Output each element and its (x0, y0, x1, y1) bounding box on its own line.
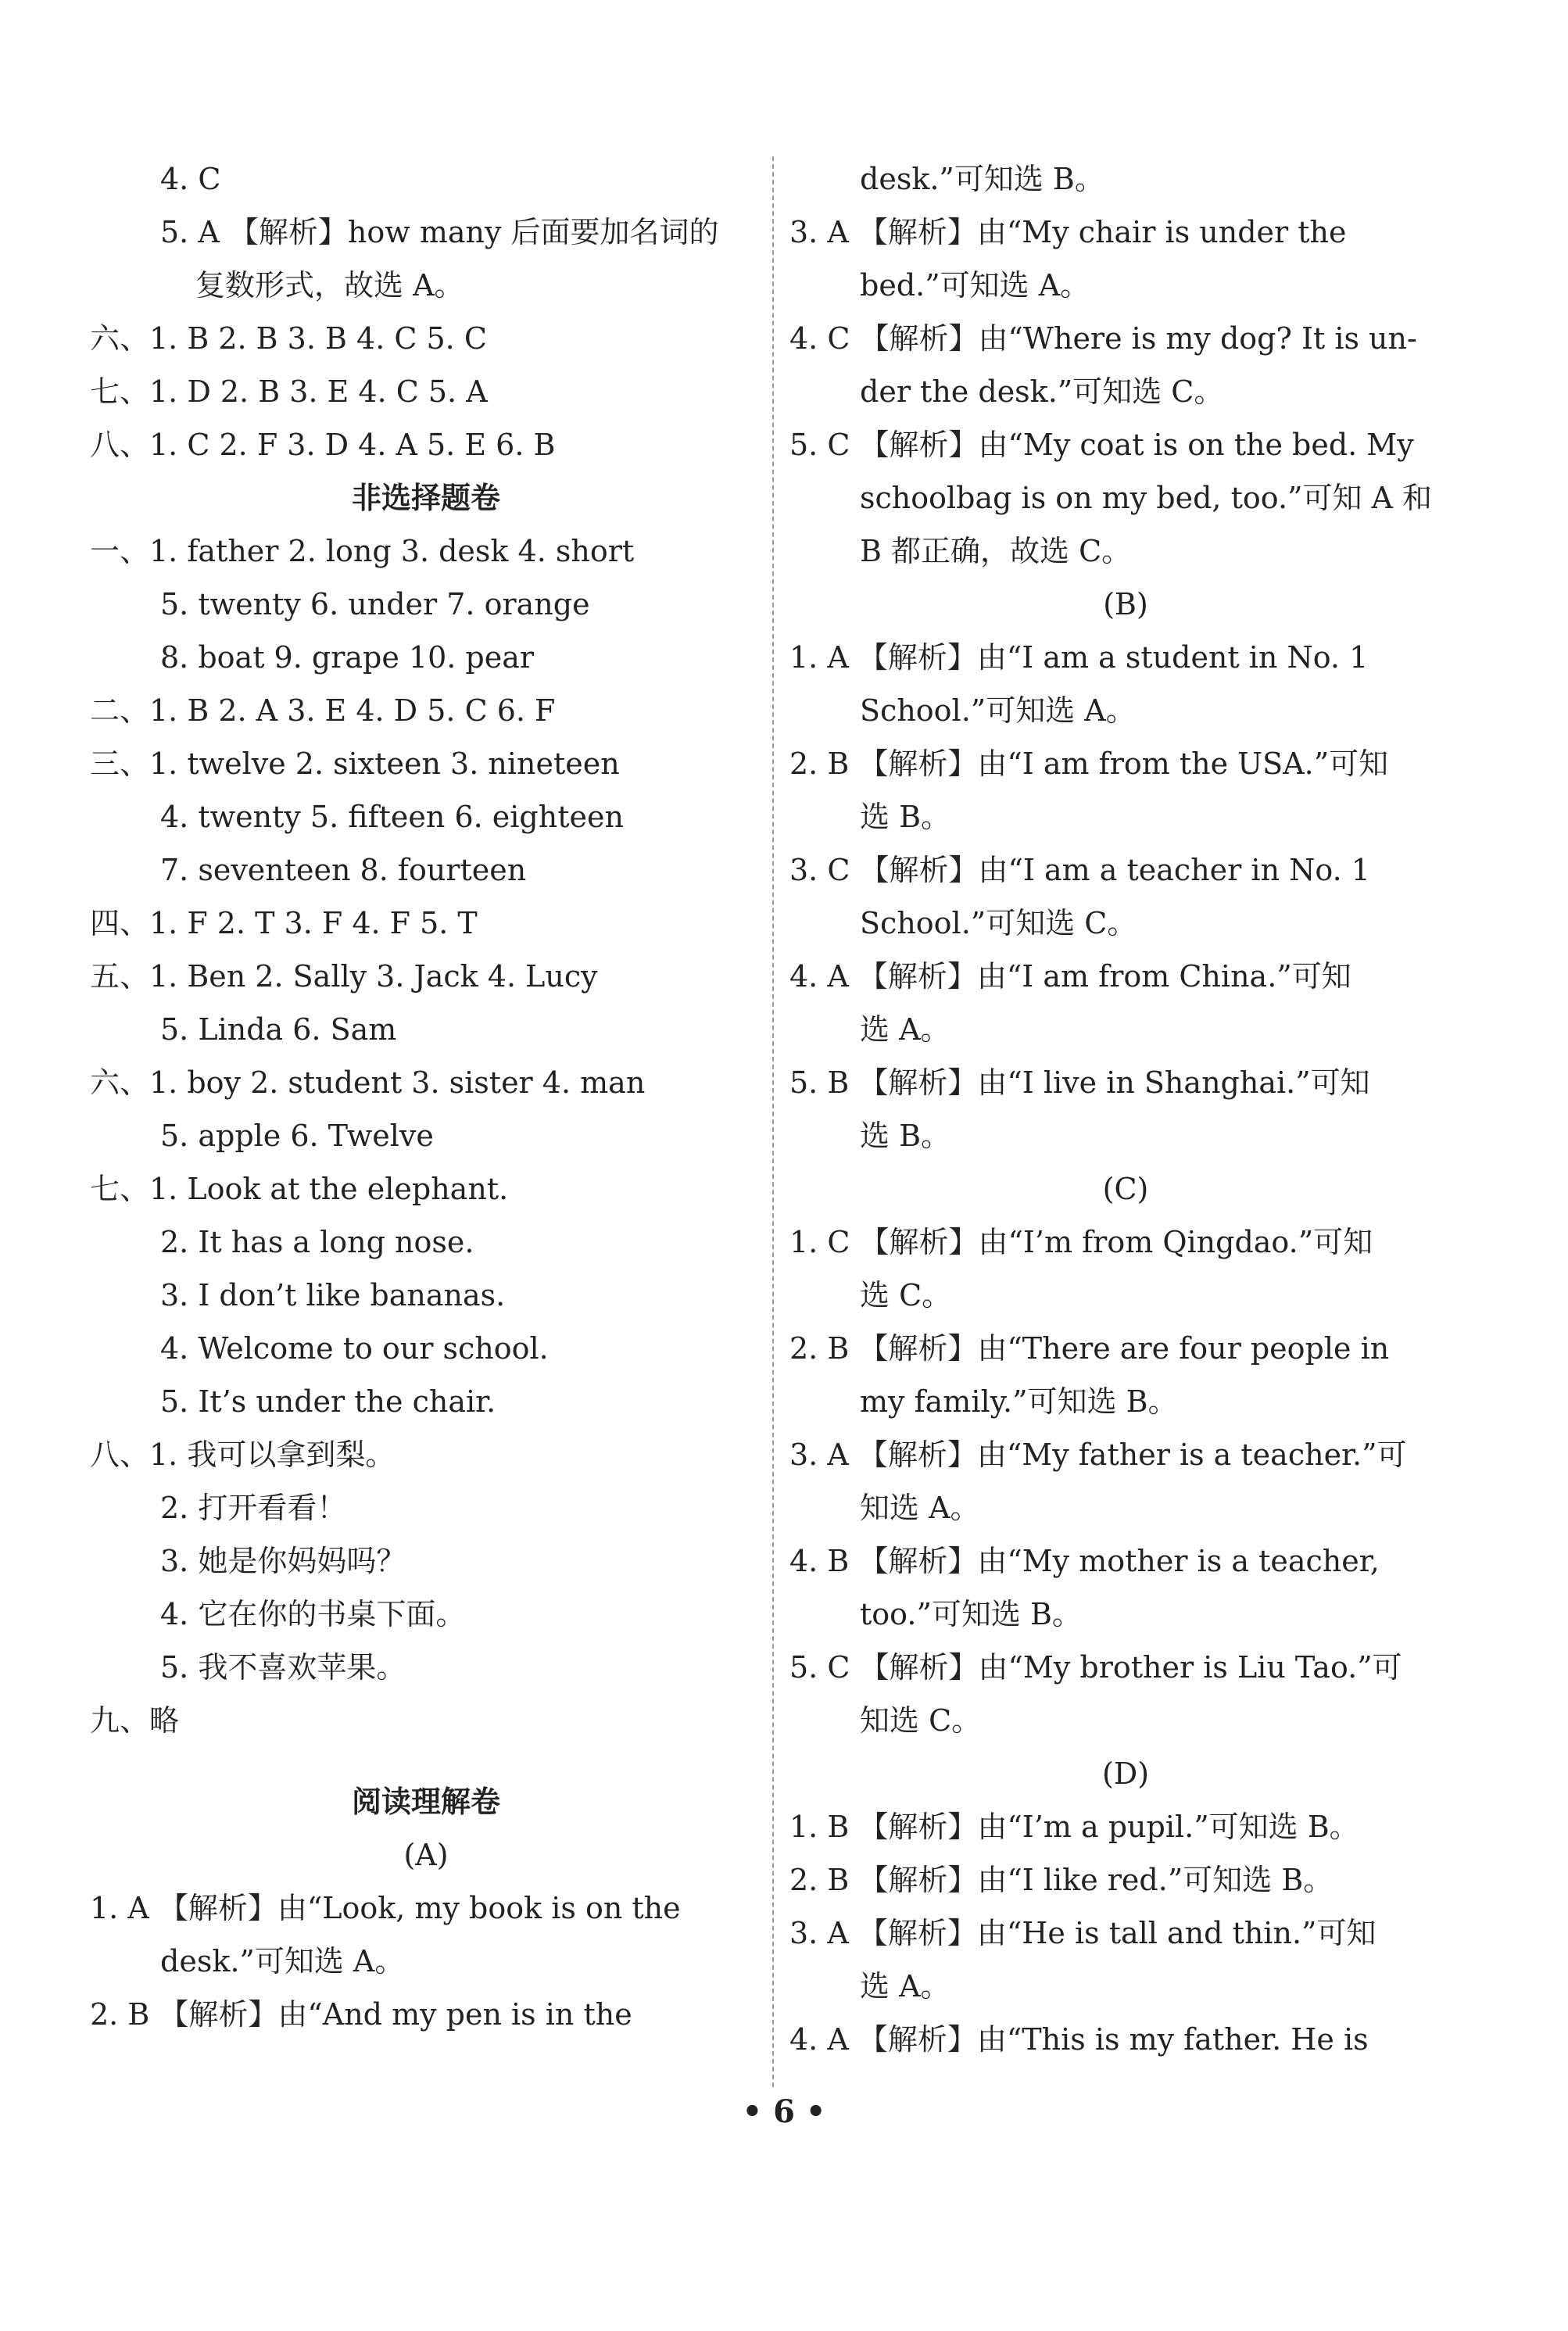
answer-line: 5. It’s under the chair. (160, 1384, 496, 1419)
answer-line: 1. B 【解析】由“I’m a pupil.”可知选 B。 (789, 1810, 1359, 1844)
answer-line: 六、1. B 2. B 3. B 4. C 5. C (90, 321, 487, 356)
answer-line: 8. boat 9. grape 10. pear (160, 640, 535, 675)
answer-line: 4. A 【解析】由“I am from China.”可知 (789, 959, 1351, 994)
answer-line: 4. 它在你的书桌下面。 (160, 1597, 466, 1631)
subsection-label: (B) (1103, 587, 1148, 621)
answer-line: 4. B 【解析】由“My mother is a teacher, (789, 1544, 1380, 1578)
right-column (789, 152, 1462, 2066)
answer-line: 5. C 【解析】由“My coat is on the bed. My (789, 428, 1414, 462)
left-column (90, 152, 762, 2041)
answer-line: 5. twenty 6. under 7. orange (160, 587, 590, 621)
answer-line: 选 B。 (860, 800, 951, 834)
answer-line: 4. C (160, 162, 221, 196)
answer-line: 3. A 【解析】由“My father is a teacher.”可 (789, 1438, 1407, 1472)
answer-line: 5. apple 6. Twelve (160, 1119, 434, 1153)
answer-line: 五、1. Ben 2. Sally 3. Jack 4. Lucy (90, 959, 598, 994)
answer-line: 选 A。 (860, 1969, 950, 2003)
answer-line: 4. A 【解析】由“This is my father. He is (789, 2022, 1369, 2057)
answer-line: School.”可知选 A。 (860, 693, 1136, 728)
answer-line: 八、1. C 2. F 3. D 4. A 5. E 6. B (90, 428, 556, 462)
answer-line: B 都正确，故选 C。 (860, 534, 1132, 568)
answer-line: 知选 A。 (860, 1491, 980, 1525)
answer-line: 5. C 【解析】由“My brother is Liu Tao.”可 (789, 1650, 1402, 1685)
answer-line: 三、1. twelve 2. sixteen 3. nineteen (90, 747, 620, 781)
answer-line: 一、1. father 2. long 3. desk 4. short (90, 534, 635, 568)
answer-line: School.”可知选 C。 (860, 906, 1137, 940)
answer-line: 3. A 【解析】由“He is tall and thin.”可知 (789, 1916, 1376, 1950)
answer-line: 1. A 【解析】由“I am a student in No. 1 (789, 640, 1369, 675)
answer-line: 七、1. D 2. B 3. E 4. C 5. A (90, 374, 488, 409)
answer-line: 3. I don’t like bananas. (160, 1278, 506, 1312)
answer-line: 4. twenty 5. fifteen 6. eighteen (160, 800, 624, 834)
answer-line: schoolbag is on my bed, too.”可知 A 和 (860, 481, 1433, 515)
page-number: • 6 • (742, 2093, 826, 2130)
answer-line: 2. B 【解析】由“And my pen is in the (90, 1997, 632, 2032)
answer-line: der the desk.”可知选 C。 (860, 374, 1224, 409)
answer-line: 5. Linda 6. Sam (160, 1012, 397, 1047)
answer-line: 3. 她是你妈妈吗？ (160, 1544, 406, 1578)
answer-line: desk.”可知选 A。 (160, 1944, 405, 1978)
answer-line: 3. A 【解析】由“My chair is under the (789, 215, 1347, 249)
answer-line: 3. C 【解析】由“I am a teacher in No. 1 (789, 853, 1370, 887)
answer-line: 1. C 【解析】由“I’m from Qingdao.”可知 (789, 1225, 1373, 1259)
answer-line: too.”可知选 B。 (860, 1597, 1082, 1631)
column-divider (772, 156, 774, 2087)
answer-line: 2. B 【解析】由“There are four people in (789, 1331, 1390, 1366)
answer-line: 2. B 【解析】由“I like red.”可知选 B。 (789, 1863, 1334, 1897)
subsection-label: (D) (1101, 1756, 1150, 1791)
answer-line: 5. 我不喜欢苹果。 (160, 1650, 406, 1685)
answer-line: 4. C 【解析】由“Where is my dog? It is un- (789, 321, 1417, 356)
section-heading: 非选择题卷 (351, 481, 500, 515)
subsection-label: (C) (1102, 1172, 1149, 1206)
answer-line: 2. It has a long nose. (160, 1225, 474, 1259)
answer-line: 九、略 (90, 1703, 180, 1738)
answer-line: 八、1. 我可以拿到梨。 (90, 1438, 396, 1472)
answer-line: my family.”可知选 B。 (860, 1384, 1178, 1419)
subsection-label: (A) (403, 1838, 449, 1872)
answer-line: 7. seventeen 8. fourteen (160, 853, 527, 887)
answer-line: 复数形式，故选 A。 (195, 268, 464, 303)
answer-line: desk.”可知选 B。 (860, 162, 1104, 196)
answer-line: 二、1. B 2. A 3. E 4. D 5. C 6. F (90, 693, 556, 728)
answer-line: 选 C。 (860, 1278, 952, 1312)
answer-line: 选 B。 (860, 1119, 951, 1153)
answer-line: 六、1. boy 2. student 3. sister 4. man (90, 1065, 646, 1100)
answer-line: 1. A 【解析】由“Look, my book is on the (90, 1891, 681, 1925)
answer-line: 4. Welcome to our school. (160, 1331, 549, 1366)
section-gap (90, 1747, 762, 1775)
answer-line: 2. 打开看看！ (160, 1491, 347, 1525)
answer-line: 5. B 【解析】由“I live in Shanghai.”可知 (789, 1065, 1370, 1100)
section-heading: 阅读理解卷 (351, 1785, 500, 1819)
answer-line: 知选 C。 (860, 1703, 982, 1738)
answer-line: 四、1. F 2. T 3. F 4. F 5. T (90, 906, 478, 940)
answer-line: 选 A。 (860, 1012, 950, 1047)
answer-line: 5. A 【解析】how many 后面要加名词的 (160, 215, 719, 249)
answer-line: 2. B 【解析】由“I am from the USA.”可知 (789, 747, 1389, 781)
answer-line: 七、1. Look at the elephant. (90, 1172, 509, 1206)
answer-line: bed.”可知选 A。 (860, 268, 1090, 303)
